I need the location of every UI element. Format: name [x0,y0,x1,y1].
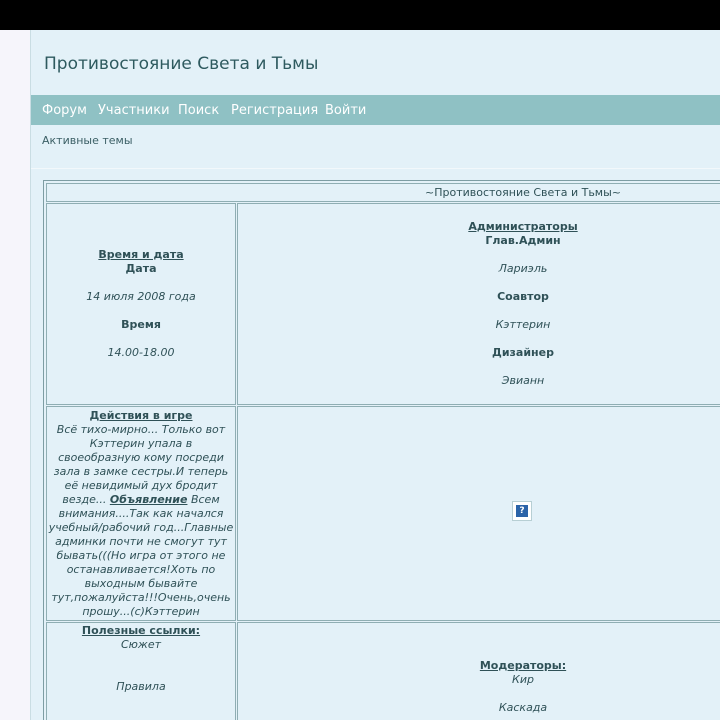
board-header [46,183,720,202]
question-icon[interactable]: ? [512,501,532,521]
announcement-text-line: внимания....Так как начался [58,507,224,520]
useful-links-cell [46,622,236,720]
admins-title[interactable]: Администраторы [468,220,578,233]
game-actions-cell [46,406,236,621]
date-value: 14 июля 2008 года [86,290,196,303]
designer-name: Эвианн [501,374,545,387]
divider [31,168,720,169]
nav-members[interactable]: Участники [98,103,170,118]
window-top-bar [0,0,720,30]
announcement-label[interactable]: Объявление [109,493,188,506]
game-text-line: её невидимый дух бродит [64,479,218,492]
game-text-line: Кэттерин упала в [89,437,193,450]
plot-link[interactable]: Сюжет [120,638,162,651]
announcement-text-line: прошу...(с)Кэттерин [82,605,200,618]
designer-label: Дизайнер [492,346,554,359]
game-text-before-ad: везде... [62,493,107,506]
forum-page [30,30,720,720]
coauthor-name: Кэттерин [495,318,551,331]
announcement-text-line: админки почти не смогут тут [55,535,227,548]
board-header-title: ~Противостояние Света и Тьмы~ [425,186,622,199]
chief-admin-label: Глав.Админ [485,234,561,247]
nav-register[interactable]: Регистрация [231,103,319,118]
left-gutter [0,30,30,720]
moderator-name: Кир [512,673,534,686]
announcement-text-line: выходным бывайте [84,577,198,590]
active-topics-link[interactable]: Активные темы [42,134,133,147]
moderators-cell [237,622,720,720]
nav-search[interactable]: Поиск [178,103,220,118]
game-text-line: своеобразную кому посреди [58,451,224,464]
announcement-text-line: тут,пожалуйста!!!Очень,очень [51,591,231,604]
announcement-text-line: бывать(((Но игра от этого не [56,549,226,562]
game-actions-title[interactable]: Действия в игре [89,409,193,422]
game-text-line: зала в замке сестры.И теперь [53,465,229,478]
game-text-line: Всё тихо-мирно... Только вот [56,423,226,436]
time-date-cell [46,203,236,405]
rules-link[interactable]: Правила [116,680,166,693]
chief-admin-name: Лариэль [498,262,548,275]
time-date-title[interactable]: Время и дата [98,248,184,261]
moderator-name: Каскада [498,701,548,714]
moderators-title[interactable]: Модераторы: [479,659,567,672]
nav-login[interactable]: Войти [325,103,367,118]
image-cell [237,406,720,621]
coauthor-label: Соавтор [497,290,549,303]
navbar [31,95,720,125]
time-label: Время [121,318,161,331]
board-table [43,180,720,720]
announcement-text-line: останавливается!Хоть по [66,563,216,576]
time-value: 14.00-18.00 [107,346,175,359]
useful-links-title[interactable]: Полезные ссылки: [81,624,201,637]
announcement-text-line: учебный/рабочий год...Главные [48,521,234,534]
announcement-text-start: Всем [190,493,220,506]
date-label: Дата [125,262,157,275]
admins-cell [237,203,720,405]
site-title[interactable]: Противостояние Света и Тьмы [44,54,319,74]
nav-forum[interactable]: Форум [42,103,87,118]
announcement-line [47,493,235,507]
